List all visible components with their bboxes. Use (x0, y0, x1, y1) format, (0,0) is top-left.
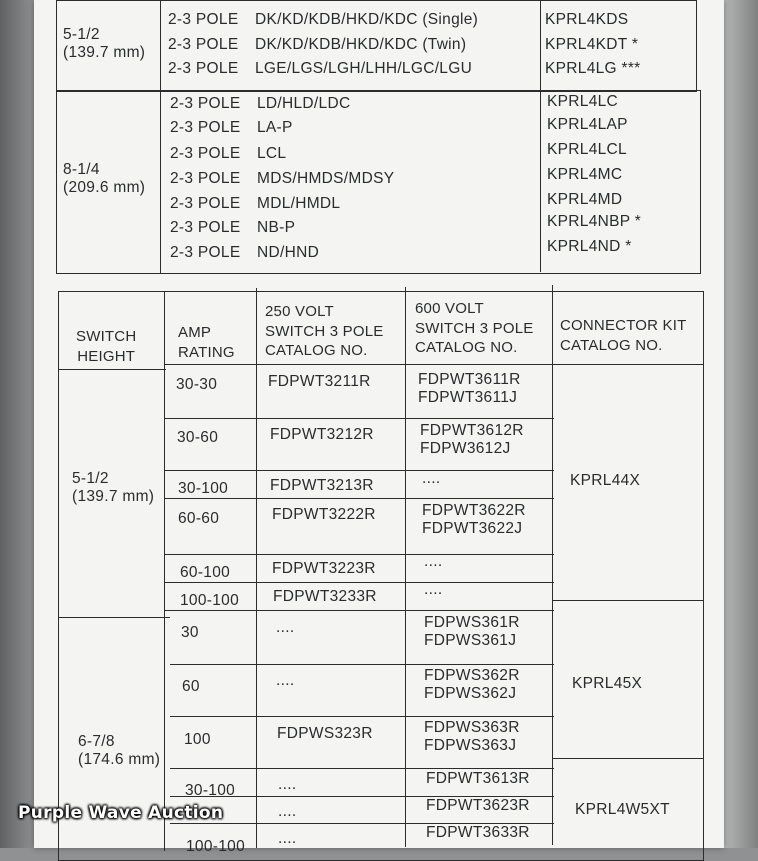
pole-cell: 2-3 POLE (170, 170, 241, 187)
pole-cell: 2-3 POLE (168, 60, 239, 77)
amp-cell: 30-100 (178, 480, 229, 497)
v600-cell: FDPWS363R FDPWS363J (424, 719, 520, 754)
v250-cell: .... (276, 619, 295, 636)
row-separator (164, 554, 554, 555)
v250-cell: FDPWT3213R (270, 477, 374, 494)
col-divider-250v (405, 287, 406, 847)
connector-kit-cell: KPRL44X (570, 472, 641, 489)
header-amp-rating: AMP RATING (178, 324, 235, 361)
col-divider-amp (256, 288, 257, 848)
v600-cell: FDPWS362R FDPWS362J (424, 667, 520, 702)
v600-cell: .... (424, 553, 443, 570)
v250-cell: .... (278, 830, 297, 847)
pole-cell: 2-3 POLE (170, 219, 241, 236)
switch-height-cell: 8-1/4 (209.6 mm) (63, 161, 146, 196)
v250-cell: .... (276, 672, 295, 689)
row-separator (164, 418, 554, 419)
amp-cell: 100 (184, 731, 211, 748)
pole-cell: 2-3 POLE (168, 11, 239, 28)
pole-cell: 2-3 POLE (170, 244, 241, 261)
switch-height-cell: 5-1/2 (139.7 mm) (72, 470, 155, 505)
v600-cell: FDPWT3623R (426, 797, 530, 814)
breaker-cell: ND/HND (257, 244, 320, 261)
pole-cell: 2-3 POLE (170, 119, 241, 136)
amp-cell: 30-100 (185, 782, 236, 799)
amp-cell: 30 (181, 624, 199, 641)
header-bottom-line (58, 369, 166, 370)
v600-cell: .... (422, 470, 441, 487)
kit-cell: KPRL4ND * (547, 238, 632, 255)
v250-cell: .... (278, 776, 297, 793)
connector-kit-cell: KPRL4W5XT (575, 801, 670, 818)
header-connector-kit: CONNECTOR KIT CATALOG NO. (560, 317, 687, 354)
kit-cell: KPRL4KDT * (545, 36, 639, 53)
v250-cell: FDPWT3222R (272, 506, 376, 523)
v600-cell: FDPWT3612R FDPW3612J (420, 422, 524, 457)
kit-group-separator (552, 600, 704, 601)
amp-cell: 100-100 (180, 592, 239, 609)
breaker-cell: DK/KD/KDB/HKD/KDC (Twin) (255, 36, 467, 53)
height-group-separator (58, 617, 170, 618)
header-600-volt: 600 VOLT SWITCH 3 POLE CATALOG NO. (415, 300, 534, 356)
kit-cell: KPRL4NBP * (547, 213, 642, 230)
header-bottom-line (164, 364, 704, 365)
row-separator (170, 716, 554, 717)
amp-cell: 30-60 (177, 429, 219, 446)
row-separator (164, 498, 554, 499)
v600-cell: FDPWT3633R (426, 824, 530, 841)
row-separator (164, 610, 554, 611)
top-col-divider-2 (540, 0, 541, 272)
pole-cell: 2-3 POLE (168, 36, 239, 53)
row-separator (170, 768, 554, 769)
v600-cell: .... (424, 581, 443, 598)
bottom-table-frame (58, 291, 704, 861)
row-separator (170, 664, 554, 665)
header-switch-height: SWITCH HEIGHT (76, 328, 137, 365)
v250-cell: FDPWT3211R (268, 373, 371, 390)
v600-cell: FDPWT3622R FDPWT3622J (422, 502, 526, 537)
switch-height-cell: 5-1/2 (139.7 mm) (63, 26, 146, 61)
v250-cell: FDPWT3223R (272, 560, 376, 577)
v250-cell: FDPWT3212R (270, 426, 374, 443)
v600-cell: FDPWS361R FDPWS361J (424, 614, 520, 649)
breaker-cell: NB-P (257, 219, 296, 236)
col-divider-height (164, 291, 165, 851)
breaker-cell: LGE/LGS/LGH/LHH/LGC/LGU (255, 60, 473, 77)
kit-cell: KPRL4LAP (547, 116, 628, 133)
kit-cell: KPRL4LG *** (545, 60, 641, 77)
kit-cell: KPRL4MD (547, 191, 623, 208)
kit-cell: KPRL4MC (547, 166, 623, 183)
background-right (724, 0, 758, 848)
breaker-cell: MDS/HMDS/MDSY (257, 170, 395, 187)
breaker-cell: LCL (257, 145, 287, 162)
breaker-cell: LA-P (257, 119, 293, 136)
kit-cell: KPRL4LC (547, 93, 619, 110)
kit-cell: KPRL4KDS (545, 11, 629, 28)
breaker-cell: DK/KD/KDB/HKD/KDC (Single) (255, 11, 479, 28)
v250-cell: .... (278, 803, 297, 820)
connector-kit-cell: KPRL45X (572, 675, 643, 692)
amp-cell: 60 (182, 678, 200, 695)
breaker-cell: MDL/HMDL (257, 195, 341, 212)
v600-cell: FDPWT3613R (426, 770, 530, 787)
pole-cell: 2-3 POLE (170, 95, 241, 112)
amp-cell: 60-100 (180, 564, 231, 581)
row-separator (164, 582, 554, 583)
amp-cell: 30-30 (176, 376, 218, 393)
kit-group-separator (552, 758, 704, 759)
v600-cell: FDPWT3611R FDPWT3611J (418, 371, 521, 406)
watermark-logo: Purple Wave Auction (18, 803, 224, 823)
amp-cell: 60-60 (178, 510, 220, 527)
header-250-volt: 250 VOLT SWITCH 3 POLE CATALOG NO. (265, 303, 384, 359)
amp-cell: 100-100 (186, 838, 245, 855)
pole-cell: 2-3 POLE (170, 195, 241, 212)
background-left (0, 0, 34, 848)
switch-height-cell: 6-7/8 (174.6 mm) (78, 733, 161, 768)
row-separator (164, 470, 554, 471)
top-col-divider-1 (160, 0, 161, 274)
kit-cell: KPRL4LCL (547, 141, 627, 158)
pole-cell: 2-3 POLE (170, 145, 241, 162)
v250-cell: FDPWT3233R (273, 588, 377, 605)
breaker-cell: LD/HLD/LDC (257, 95, 351, 112)
v250-cell: FDPWS323R (277, 725, 373, 742)
col-divider-600v (552, 285, 553, 845)
